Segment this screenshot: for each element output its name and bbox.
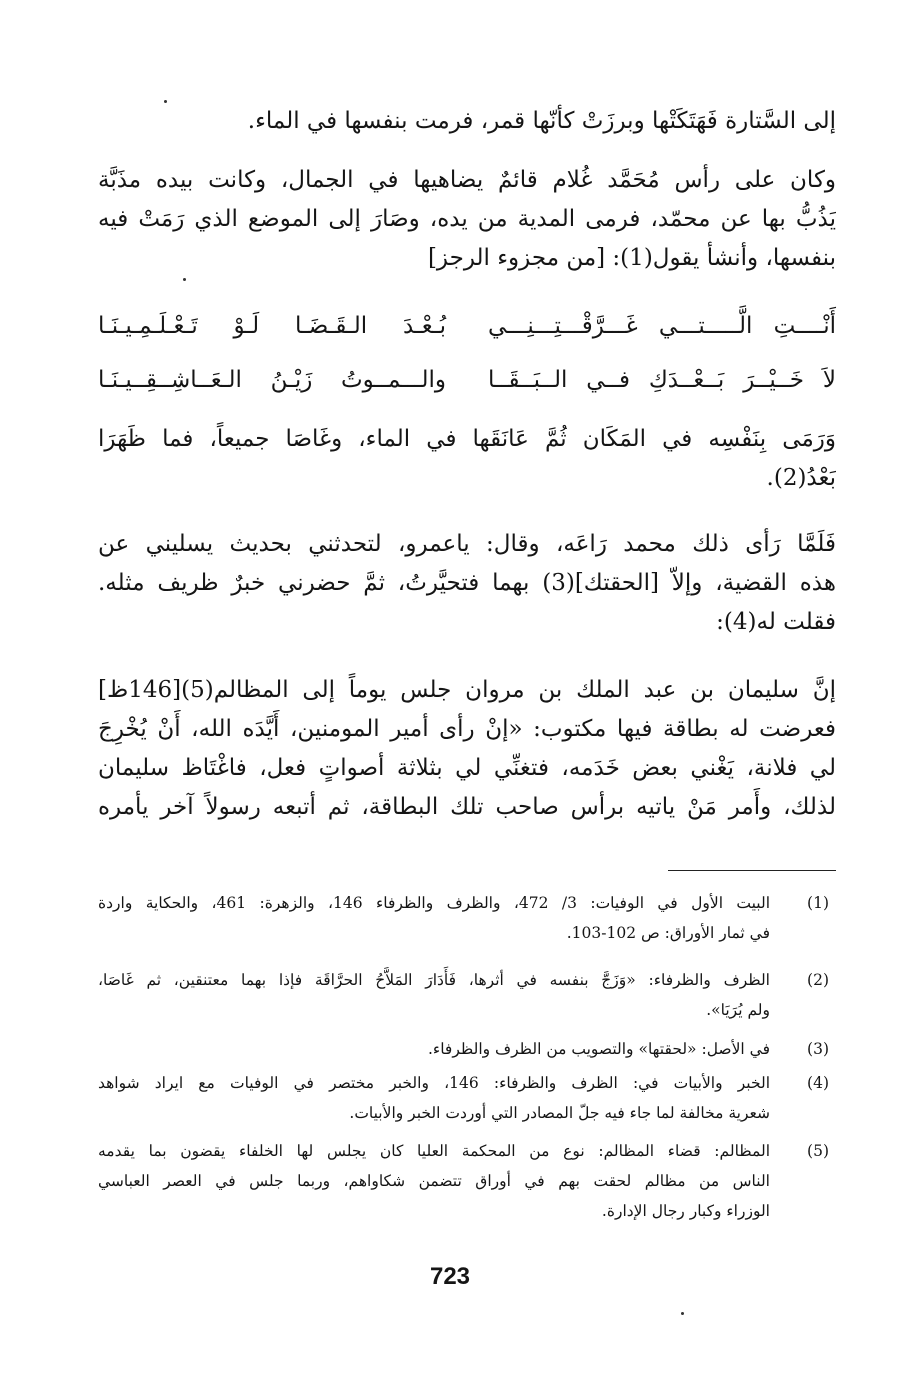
footnote-text (98, 888, 770, 948)
text-line: البيت الأول في الوفيات: 3/ 472، والظرف والظرفاء 146، والزهرة: 461، والحكاية واردة (98, 894, 770, 912)
verse-second-hemistich: بُـعْـدَ الـقَـضَـا لَـوْ تَـعْـلَـمِـيـنَـا (98, 313, 446, 339)
footnote-number: (5) (807, 1142, 829, 1160)
footnote (98, 1068, 838, 1128)
footnote-text (98, 965, 770, 1025)
text-line: الناس من مظالم لحقت بهم في أوراق تتضمن شكاواهم، وربما جلس في العصر العباسي (98, 1172, 770, 1190)
page-number: 723 (429, 1263, 471, 1290)
text-line: وكان على رأس مُحَمَّد غُلام قائمٌ يضاهيها في الجمال، وكانت بيده مذَبَّة (98, 167, 836, 193)
footnote-number: (4) (807, 1074, 829, 1092)
text-line: فعرضت له بطاقة فيها مكتوب: «إنْ رأى أمير المومنين، أَيَّدَه الله، أَنْ يُخْرِجَ (98, 716, 836, 742)
text-line: بَعْدُ(2). (766, 465, 836, 491)
text-line: لذلك، وأَمر مَنْ ياتيه برأس صاحب تلك البطاقة، ثم أتبعه رسولاً آخر يأمره (98, 794, 836, 820)
text-line: لي فلانة، يَغْني بعض خَدَمه، فتغنِّي لي بثلاثة أصواتٍ فعل، فاغْتَاظ سليمان (98, 755, 836, 781)
paragraph (98, 671, 836, 827)
footnote-number: (2) (807, 971, 829, 989)
text-line: ولم يُرَيَا». (706, 1001, 770, 1019)
text-line: في الأصل: «لحقتها» والتصويب من الظرف والظرفاء. (427, 1040, 770, 1058)
text-line: إلى السَّتارة فَهَتَكَتْها وبرزَتْ كأنّها قمر، فرمت بنفسها في الماء. (247, 108, 836, 134)
verse-line (98, 306, 836, 346)
verse-first-hemistich: أَنْــــتِ الَّـــــتـــي غَـــرَّقْـــتِـــنِـــي (488, 313, 836, 339)
verse-line (98, 360, 836, 400)
verse-second-hemistich: والـــمــوتُ زَيْـنُ الـعَــاشِــقِــيـنَـا (98, 367, 446, 393)
text-line: وَرَمَى بِنَفْسِه في المَكَان ثُمَّ عَانَقَها في الماء، وغَاصَا جميعاً، فما ظَهَرَا (98, 426, 836, 452)
text-line: يَذُبُّ بها عن محمّد، فرمى المدية من يده، وصَارَ إلى الموضع الذي رَمَتْ فيه (98, 206, 836, 232)
text-line: الخبر والأبيات في: الظرف والظرفاء: 146، والخبر مختصر في الوفيات مع ايراد شواهد (98, 1074, 770, 1092)
text-line: المظالم: قضاء المظالم: نوع من المحكمة العليا كان يجلس لها الخلفاء يقضون بما يقدمه (98, 1142, 770, 1160)
text-line: فقلت له(4): (716, 609, 836, 635)
footnote-text (98, 1034, 770, 1064)
footnote-number: (3) (807, 1040, 829, 1058)
footnote-separator (668, 870, 836, 871)
paragraph (98, 161, 836, 278)
footnote (98, 1136, 838, 1226)
text-line: هذه القضية، وإلاّ [الحقتك](3) بهما فتحيَّرتُ، ثمَّ حضرني خبرٌ ظريف مثله. (98, 570, 836, 596)
text-line: الوزراء وكبار رجال الإدارة. (601, 1202, 770, 1220)
text-line: إنَّ سليمان بن عبد الملك بن مروان جلس يوماً إلى المظالم(5)[146ظ] (98, 677, 836, 703)
footnote-text (98, 1068, 770, 1128)
footnote-number: (1) (807, 894, 829, 912)
paragraph (98, 525, 836, 642)
footnote (98, 1034, 838, 1064)
text-line: بنفسها، وأنشأ يقول(1): [من مجزوء الرجز] (427, 245, 836, 271)
text-line: شعرية مخالفة لما جاء فيه جلّ المصادر التي أوردت الخبر والأبيات. (349, 1104, 770, 1122)
scan-speck (183, 278, 186, 281)
scan-speck (681, 1312, 684, 1315)
paragraph (98, 420, 836, 498)
scan-speck (164, 100, 167, 103)
footnote-text (98, 1136, 770, 1226)
text-line: فَلَمَّا رَأى ذلك محمد رَاعَه، وقال: ياعمرو، لتحدثني بحديث يسليني عن (98, 531, 836, 557)
footnote (98, 965, 838, 1025)
text-line: في ثمار الأوراق: ص 102-103. (566, 924, 770, 942)
text-line: الظرف والظرفاء: «وَزَجَّ بنفسه في أثرها، فَأَدَارَ المَلاَّحُ الحرَّاقَة فإذا بهما معتنقين، ثم غَاصَا، (98, 971, 770, 989)
footnote (98, 888, 838, 948)
verse-first-hemistich: لاَ خَــيْــرَ بَــعْــدَكِ فــي الــبَــقَــا (488, 367, 836, 393)
paragraph (98, 102, 836, 141)
